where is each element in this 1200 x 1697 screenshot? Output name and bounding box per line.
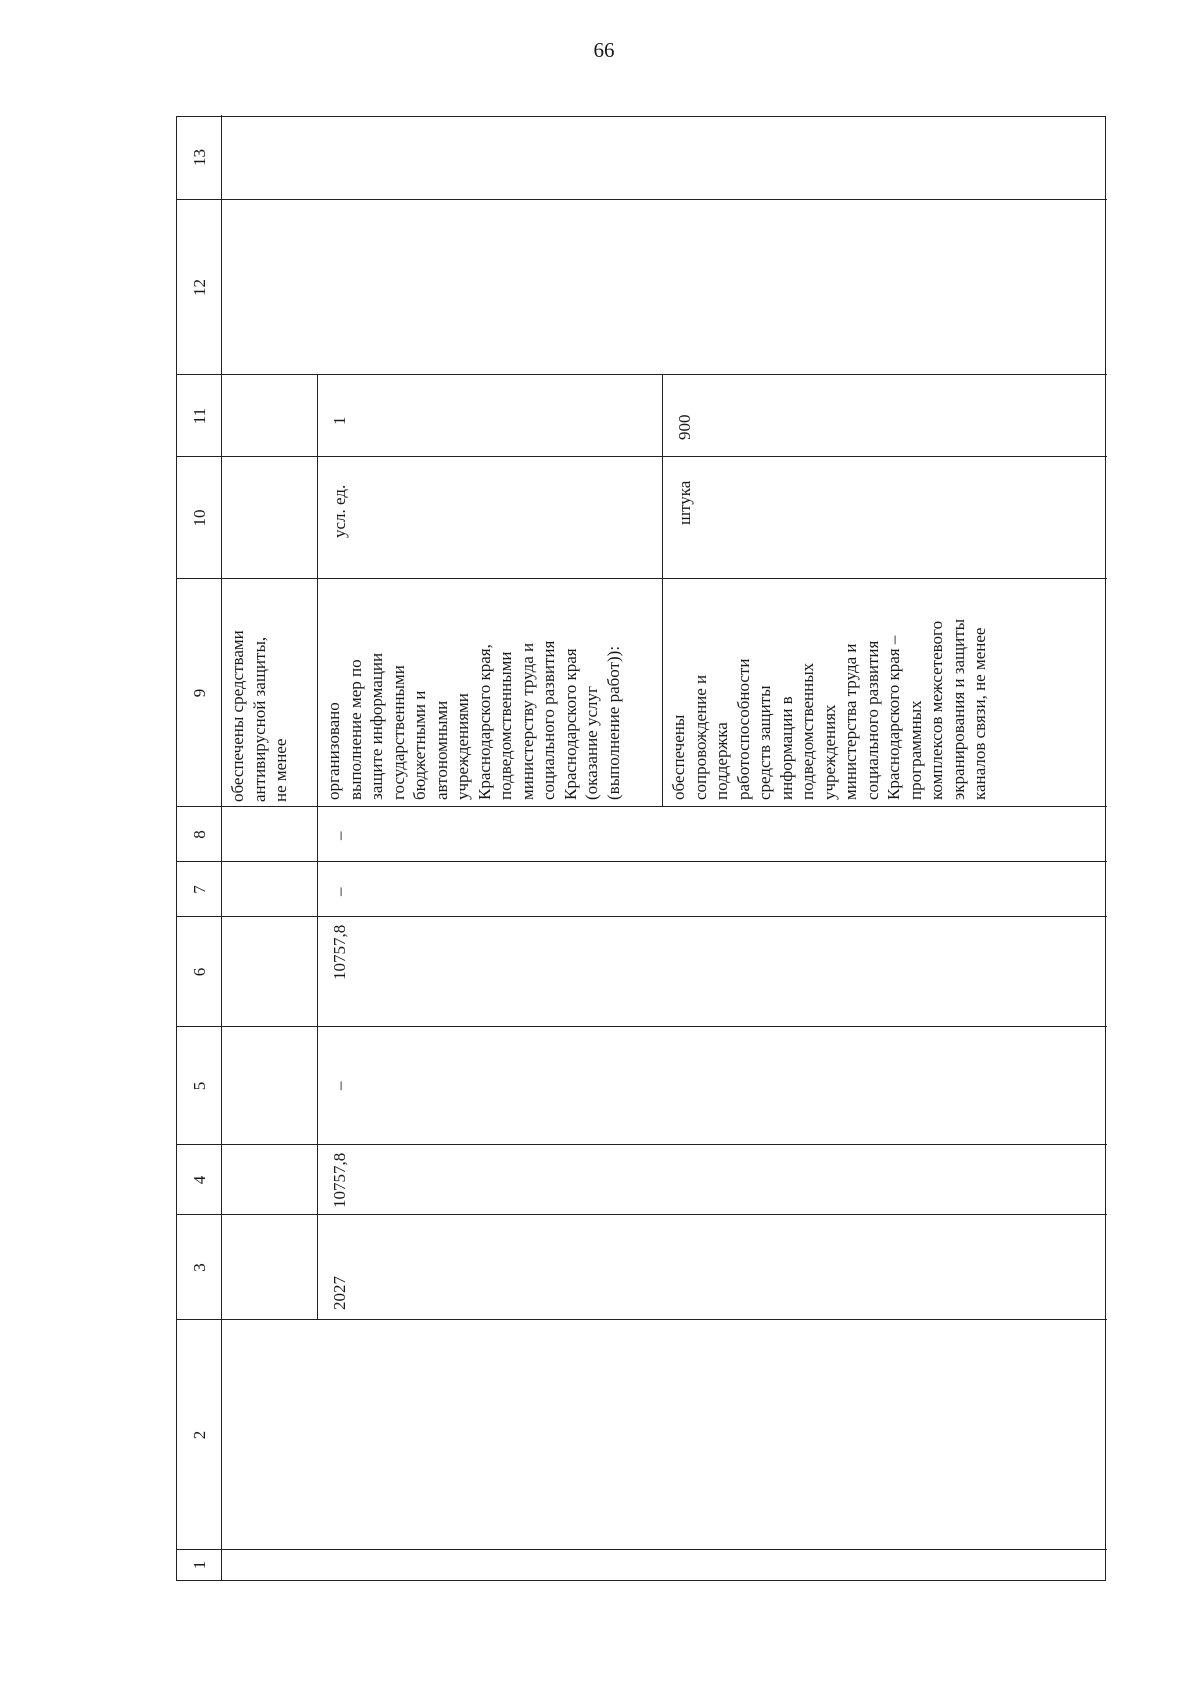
header-col-10: 10: [190, 509, 209, 527]
col5-cell: –: [330, 1081, 349, 1090]
header-col-1: 1: [190, 1560, 209, 1570]
header-separator: [221, 115, 222, 1580]
header-col-13: 13: [190, 149, 209, 166]
header-col-11: 11: [190, 407, 209, 425]
header-col-12: 12: [190, 279, 209, 296]
header-col-5: 5: [190, 1081, 209, 1091]
col-divider: [177, 1549, 1107, 1550]
unit-cell: усл. ед.: [330, 484, 349, 538]
value-cell: 900: [675, 414, 694, 440]
unit-cell: штука: [675, 480, 694, 525]
header-col-4: 4: [190, 1175, 209, 1185]
header-col-8: 8: [190, 830, 209, 839]
row-separator: [317, 375, 318, 1320]
data-table: [176, 116, 1106, 1581]
header-col-3: 3: [190, 1263, 209, 1272]
row-separator: [662, 375, 663, 807]
header-col-7: 7: [190, 885, 209, 894]
indicator-text: организовано выполнение мер по защите информации государственными бюджетными и автономными учреждениями Краснодарского края, подведомственными министерству труда и социального развития Краснодарского края (оказание услуг (выполнение работ)):: [324, 640, 623, 800]
header-col-9: 9: [190, 688, 209, 698]
page-number: 66: [593, 38, 615, 62]
header-col-6: 6: [190, 967, 209, 977]
prev-row-indicator-text: обеспечены средствами антивирусной защиты, не менее: [228, 630, 290, 802]
year-cell: 2027: [330, 1276, 349, 1310]
col8-cell: –: [330, 831, 349, 840]
value-cell: 1: [330, 416, 349, 425]
col-divider: [177, 199, 1107, 200]
col7-cell: –: [330, 887, 349, 896]
sub-indicator-text: обеспечены сопровождение и поддержка работоспособности средств защиты информации в подведомственных учреждениях министерства труда и социального развития Краснодарского края – программных комплексов межсетевого экранирования и защиты каналов связи, не менее: [669, 618, 989, 800]
amount-cell: 10757,8: [330, 1152, 349, 1208]
header-col-2: 2: [190, 1430, 209, 1440]
amount-cell: 10757,8: [330, 924, 349, 980]
